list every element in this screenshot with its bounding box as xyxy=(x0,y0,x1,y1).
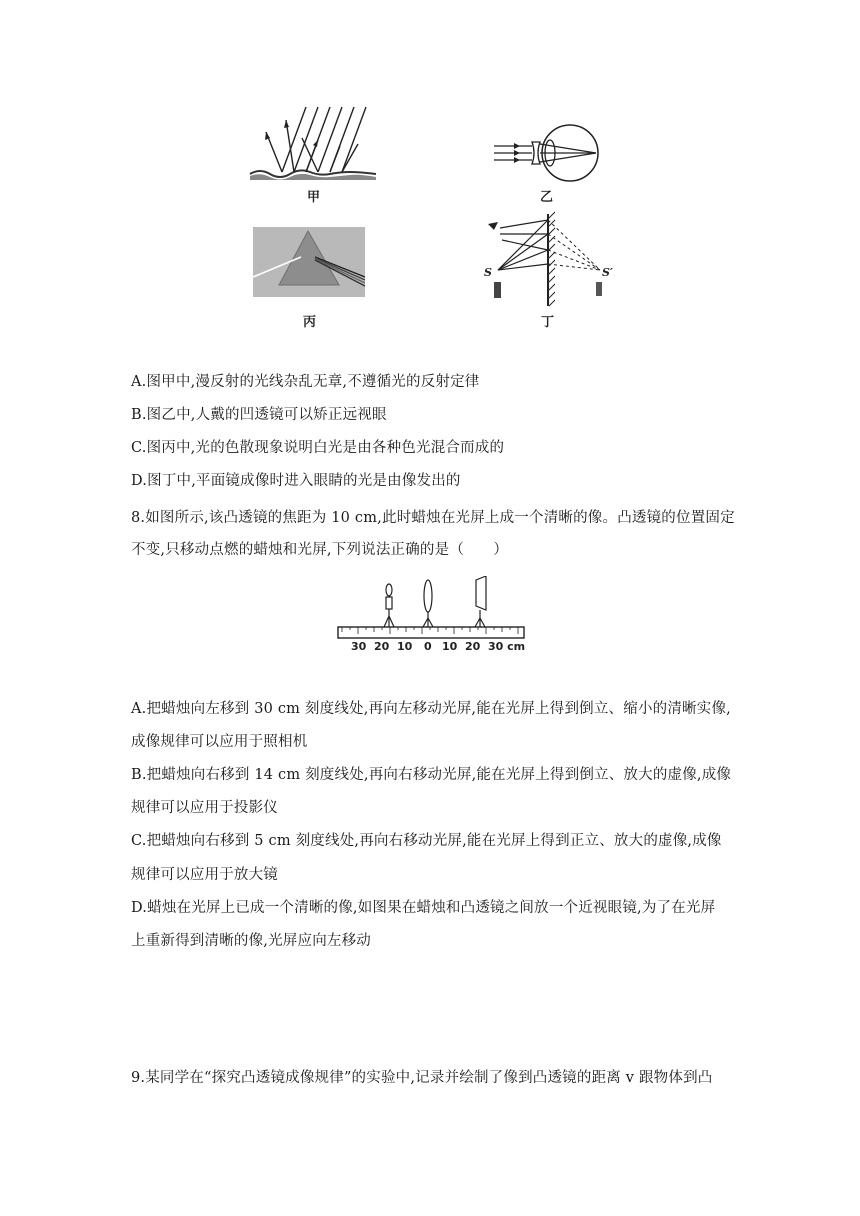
figure-ding-label-s: S xyxy=(484,266,492,279)
q7-option-c: C.图丙中,光的色散现象说明白光是由各种色光混合而成的 xyxy=(131,440,505,456)
figure-yi-caption: 乙 xyxy=(540,190,554,205)
figure-bing-prism xyxy=(253,227,365,297)
figure-jia-diffuse-reflection xyxy=(246,102,380,182)
ruler-label-10-left: 10 xyxy=(397,640,413,653)
ruler-label-20-right: 20 xyxy=(465,640,481,653)
q8-stem-line-1: 8.如图所示,该凸透镜的焦距为 10 cm,此时蜡烛在光屏上成一个清晰的像。凸透镜的位置固定 xyxy=(131,510,735,526)
q8-stem-line-2: 不变,只移动点燃的蜡烛和光屏,下列说法正确的是（ ） xyxy=(131,542,509,558)
q8-option-c-line-1: C.把蜡烛向右移到 5 cm 刻度线处,再向右移动光屏,能在光屏上得到正立、放大的虚像,成像 xyxy=(131,833,722,849)
figure-jia-caption: 甲 xyxy=(307,190,321,205)
figure-ding-plane-mirror xyxy=(478,210,624,310)
q8-option-b-line-2: 规律可以应用于投影仪 xyxy=(131,800,278,816)
q8-option-d-line-1: D.蜡烛在光屏上已成一个清晰的像,如图果在蜡烛和凸透镜之间放一个近视眼镜,为了在光屏 xyxy=(131,900,716,916)
q8-option-a-line-1: A.把蜡烛向左移到 30 cm 刻度线处,再向左移动光屏,能在光屏上得到倒立、缩小的清晰实像, xyxy=(131,701,731,717)
q8-option-a-line-2: 成像规律可以应用于照相机 xyxy=(131,734,308,750)
figure-ding-label-s-prime: S′ xyxy=(602,266,613,279)
ruler-label-0: 0 xyxy=(424,640,432,653)
ruler-label-20-left: 20 xyxy=(374,640,390,653)
q9-stem: 9.某同学在“探究凸透镜成像规律”的实验中,记录并绘制了像到凸透镜的距离 v 跟物体到凸 xyxy=(131,1070,713,1086)
figure-bing-caption: 丙 xyxy=(303,315,317,330)
ruler-label-30-left: 30 xyxy=(351,640,367,653)
ruler-label-30-right: 30 cm xyxy=(488,640,526,653)
q8-option-c-line-2: 规律可以应用于放大镜 xyxy=(131,867,278,883)
q8-optical-bench-figure xyxy=(336,576,526,656)
ruler-label-10-right: 10 xyxy=(442,640,458,653)
q7-option-a: A.图甲中,漫反射的光线杂乱无章,不遵循光的反射定律 xyxy=(131,374,480,390)
figure-yi-eye-lens xyxy=(492,122,610,182)
q7-option-d: D.图丁中,平面镜成像时进入眼睛的光是由像发出的 xyxy=(131,473,461,489)
q8-option-d-line-2: 上重新得到清晰的像,光屏应向左移动 xyxy=(131,933,372,949)
q7-option-b: B.图乙中,人戴的凹透镜可以矫正远视眼 xyxy=(131,407,387,423)
figure-ding-caption: 丁 xyxy=(541,315,555,330)
q8-option-b-line-1: B.把蜡烛向右移到 14 cm 刻度线处,再向右移动光屏,能在光屏上得到倒立、放大的虚像,成像 xyxy=(131,767,732,783)
